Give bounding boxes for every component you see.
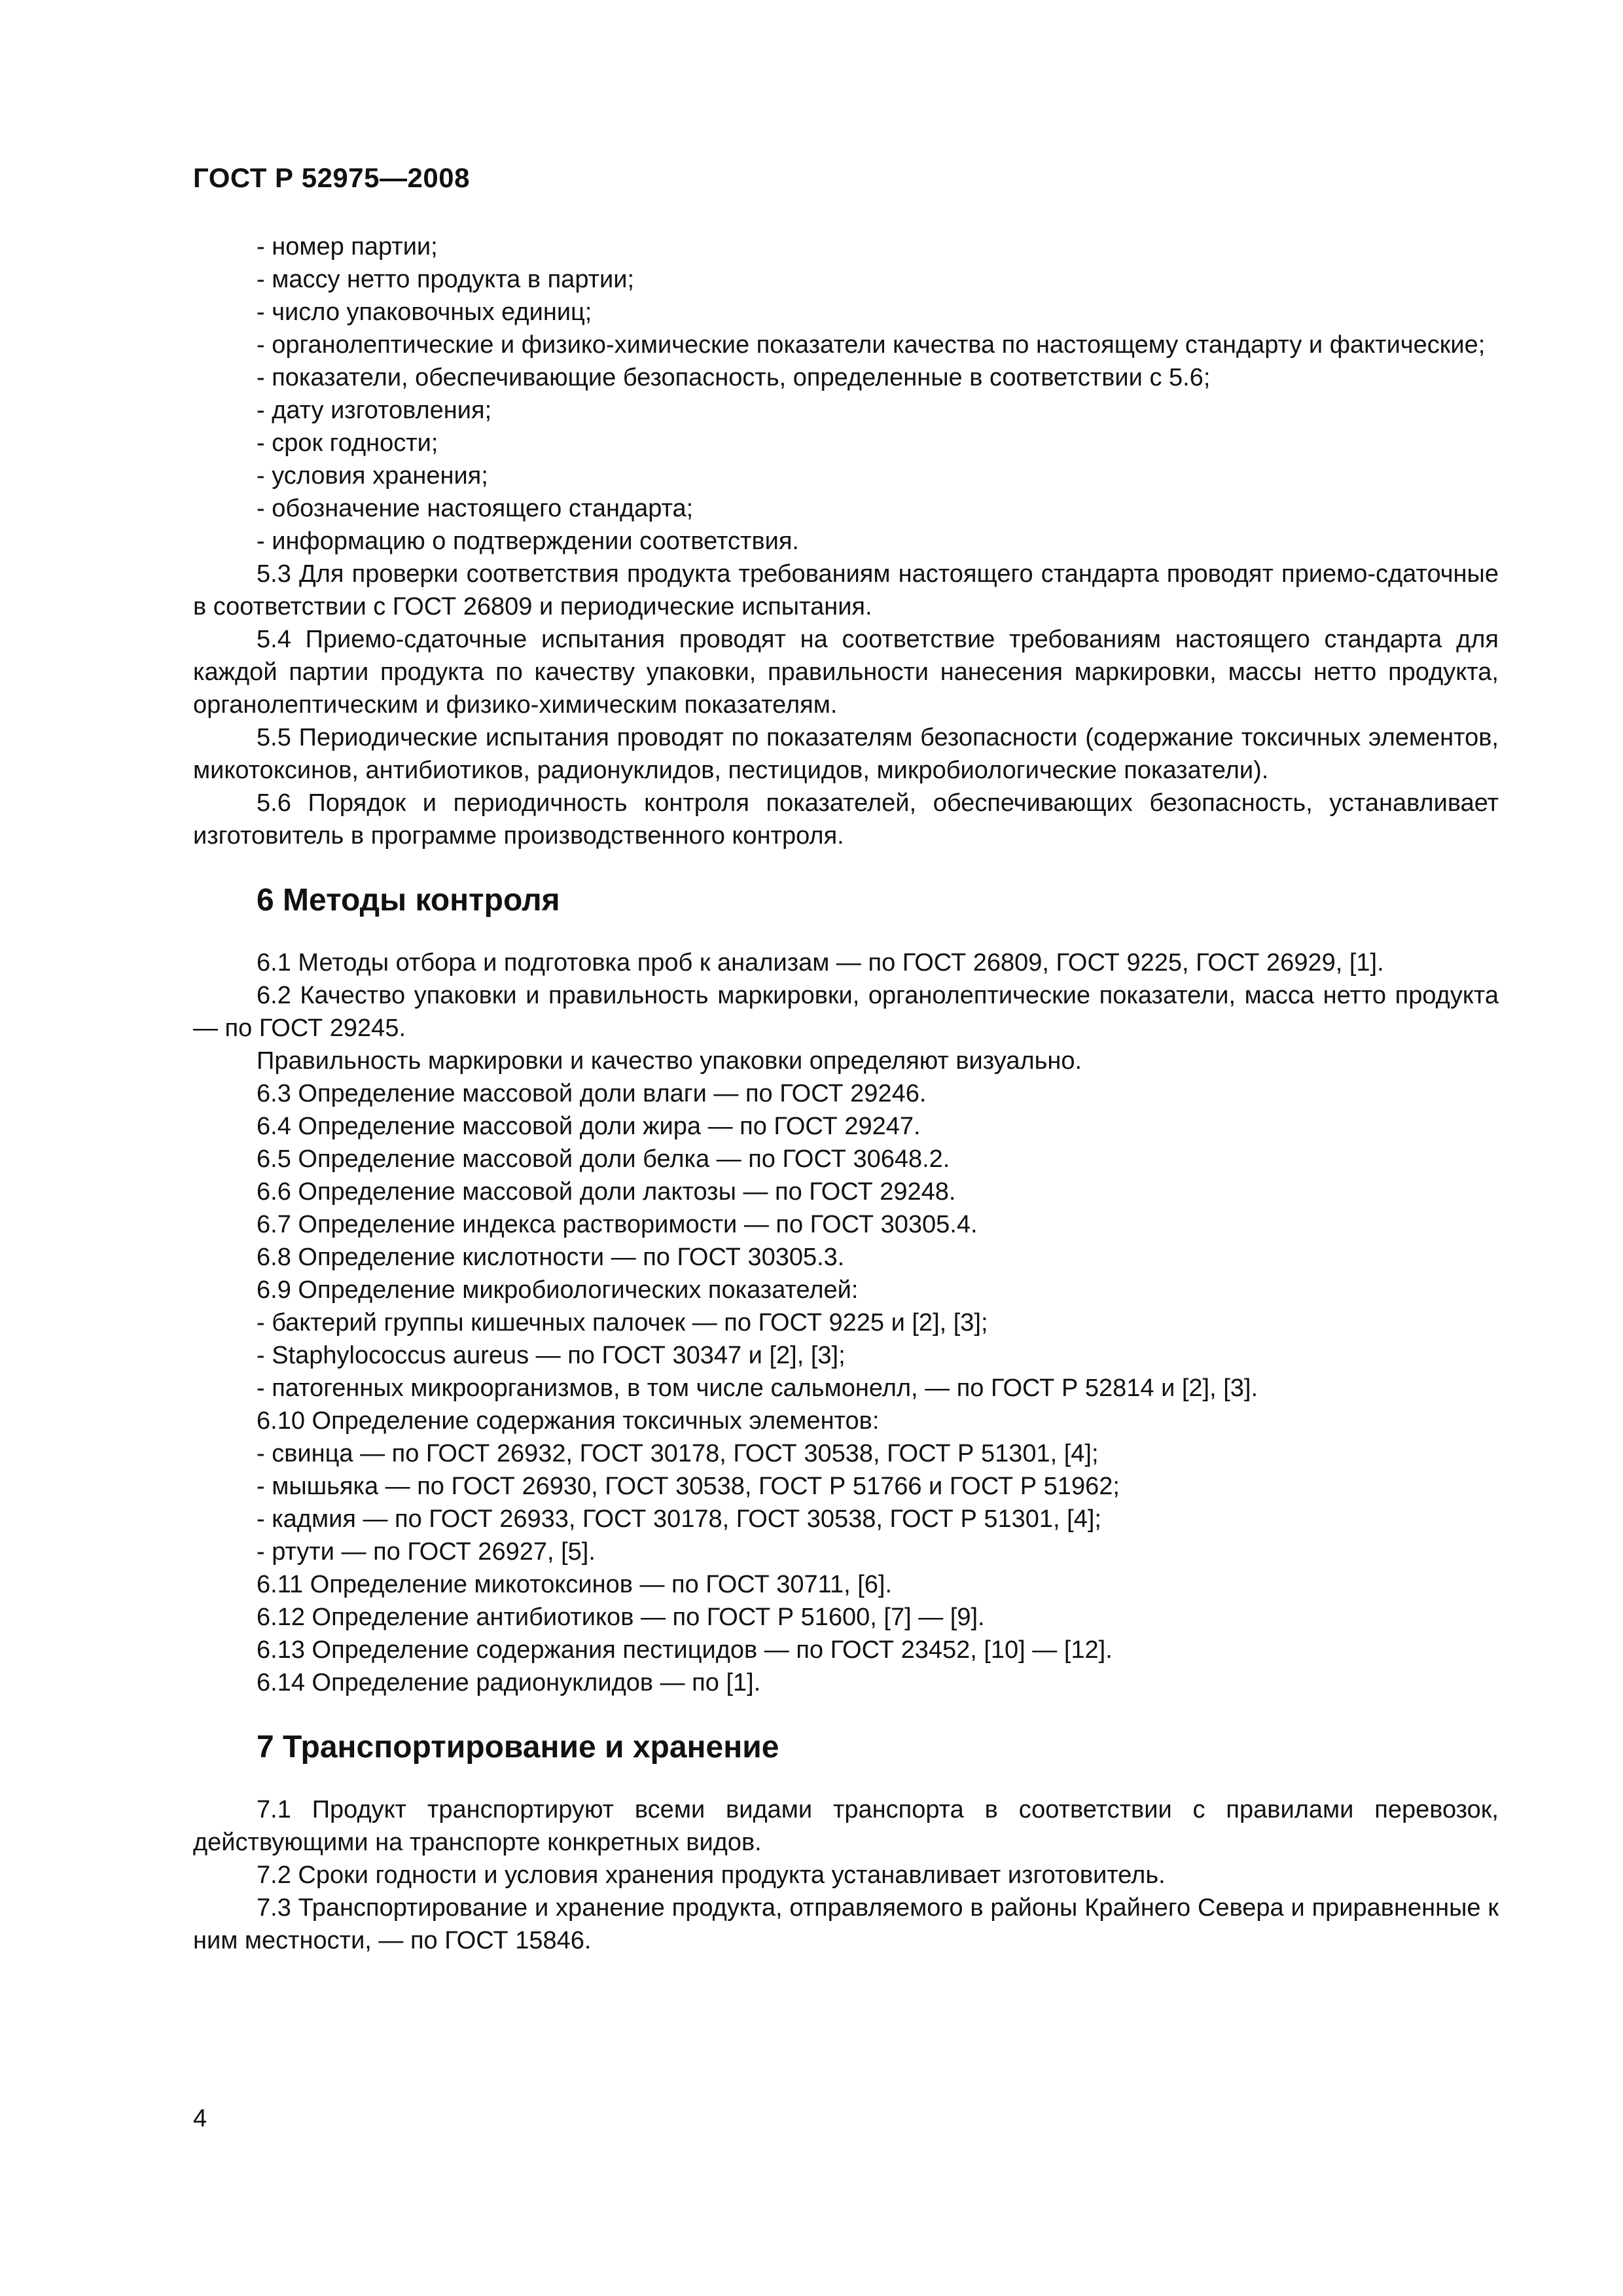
list-item: - мышьяка — по ГОСТ 26930, ГОСТ 30538, ГОСТ Р 51766 и ГОСТ Р 51962;	[257, 1473, 1120, 1500]
list-item: - ртути — по ГОСТ 26927, [5].	[257, 1538, 596, 1566]
list-item: - информацию о подтверждении соответствия.	[257, 528, 799, 555]
list-item: - органолептические и физико-химические показатели качества по настоящему стандарту и фактические;	[257, 331, 1486, 359]
intro-list	[193, 230, 1499, 558]
list-item: - число упаковочных единиц;	[257, 298, 592, 326]
paragraph-6-11: 6.11 Определение микотоксинов — по ГОСТ 30711, [6].	[257, 1571, 893, 1598]
paragraph-6-4: 6.4 Определение массовой доли жира — по ГОСТ 29247.	[257, 1113, 921, 1140]
paragraph-6-14: 6.14 Определение радионуклидов — по [1].	[257, 1669, 761, 1696]
section-7-body	[193, 1793, 1499, 1957]
paragraph-5-6: 5.6 Порядок и периодичность контроля показателей, обеспечивающих безопасность, устанавливает изготовитель в программе производственного контроля.	[193, 789, 1499, 850]
list-item: - Staphylococcus aureus — по ГОСТ 30347 и [2], [3];	[257, 1342, 846, 1369]
document-body	[193, 230, 1499, 1957]
paragraph-6-2-note: Правильность маркировки и качество упаковки определяют визуально.	[257, 1047, 1082, 1075]
paragraph-7-2: 7.2 Сроки годности и условия хранения продукта устанавливает изготовитель.	[257, 1861, 1166, 1889]
list-item: - свинца — по ГОСТ 26932, ГОСТ 30178, ГОСТ 30538, ГОСТ Р 51301, [4];	[257, 1440, 1099, 1467]
paragraph-6-7: 6.7 Определение индекса растворимости — по ГОСТ 30305.4.	[257, 1211, 978, 1238]
paragraph-6-1: 6.1 Методы отбора и подготовка проб к анализам — по ГОСТ 26809, ГОСТ 9225, ГОСТ 26929, [1].	[257, 949, 1384, 977]
paragraph-5-4: 5.4 Приемо-сдаточные испытания проводят на соответствие требованиям настоящего стандарта для каждой партии продукта по качеству упаковки, правильности нанесения маркировки, массы нетто продукта, органолептическим и физико-химическим показателям.	[193, 626, 1499, 719]
paragraph-7-3: 7.3 Транспортирование и хранение продукта, отправляемого в районы Крайнего Севера и приравненные к ним местности, — по ГОСТ 15846.	[193, 1894, 1499, 1954]
paragraph-6-10: 6.10 Определение содержания токсичных элементов:	[257, 1407, 880, 1435]
paragraph-6-2: 6.2 Качество упаковки и правильность маркировки, органолептические показатели, масса нетто продукта — по ГОСТ 29245.	[193, 982, 1499, 1042]
list-item: - обозначение настоящего стандарта;	[257, 495, 694, 522]
page-number: 4	[193, 2105, 207, 2132]
list-item: - патогенных микроорганизмов, в том числе сальмонелл, — по ГОСТ Р 52814 и [2], [3].	[257, 1374, 1258, 1402]
list-item: - номер партии;	[257, 233, 438, 260]
list-item: - условия хранения;	[257, 462, 488, 490]
section-6-heading: 6 Методы контроля	[257, 883, 560, 918]
list-item: - показатели, обеспечивающие безопасность, определенные в соответствии с 5.6;	[257, 364, 1211, 391]
section-5-paragraphs	[193, 558, 1499, 852]
list-item: - дату изготовления;	[257, 397, 492, 424]
list-item: - срок годности;	[257, 429, 438, 457]
document-header: ГОСТ Р 52975—2008	[193, 162, 470, 193]
list-item: - кадмия — по ГОСТ 26933, ГОСТ 30178, ГОСТ 30538, ГОСТ Р 51301, [4];	[257, 1505, 1101, 1533]
paragraph-6-9: 6.9 Определение микробиологических показателей:	[257, 1276, 859, 1304]
paragraph-5-3: 5.3 Для проверки соответствия продукта требованиям настоящего стандарта проводят приемо-сдаточные в соответствии с ГОСТ 26809 и периодические испытания.	[193, 560, 1499, 620]
section-6-body	[193, 946, 1499, 1699]
paragraph-5-5: 5.5 Периодические испытания проводят по показателям безопасности (содержание токсичных элементов, микотоксинов, антибиотиков, радионуклидов, пестицидов, микробиологические показатели).	[193, 724, 1499, 784]
paragraph-7-1: 7.1 Продукт транспортируют всеми видами транспорта в соответствии с правилами перевозок, действующими на транспорте конкретных видов.	[193, 1796, 1499, 1856]
list-item: - бактерий группы кишечных палочек — по ГОСТ 9225 и [2], [3];	[257, 1309, 988, 1336]
paragraph-6-13: 6.13 Определение содержания пестицидов — по ГОСТ 23452, [10] — [12].	[257, 1636, 1113, 1664]
paragraph-6-12: 6.12 Определение антибиотиков — по ГОСТ Р 51600, [7] — [9].	[257, 1604, 985, 1631]
list-item: - массу нетто продукта в партии;	[257, 266, 635, 293]
paragraph-6-3: 6.3 Определение массовой доли влаги — по ГОСТ 29246.	[257, 1080, 927, 1107]
paragraph-6-8: 6.8 Определение кислотности — по ГОСТ 30305.3.	[257, 1244, 845, 1271]
paragraph-6-6: 6.6 Определение массовой доли лактозы — по ГОСТ 29248.	[257, 1178, 956, 1206]
paragraph-6-5: 6.5 Определение массовой доли белка — по ГОСТ 30648.2.	[257, 1145, 950, 1173]
section-7-heading: 7 Транспортирование и хранение	[257, 1730, 779, 1765]
